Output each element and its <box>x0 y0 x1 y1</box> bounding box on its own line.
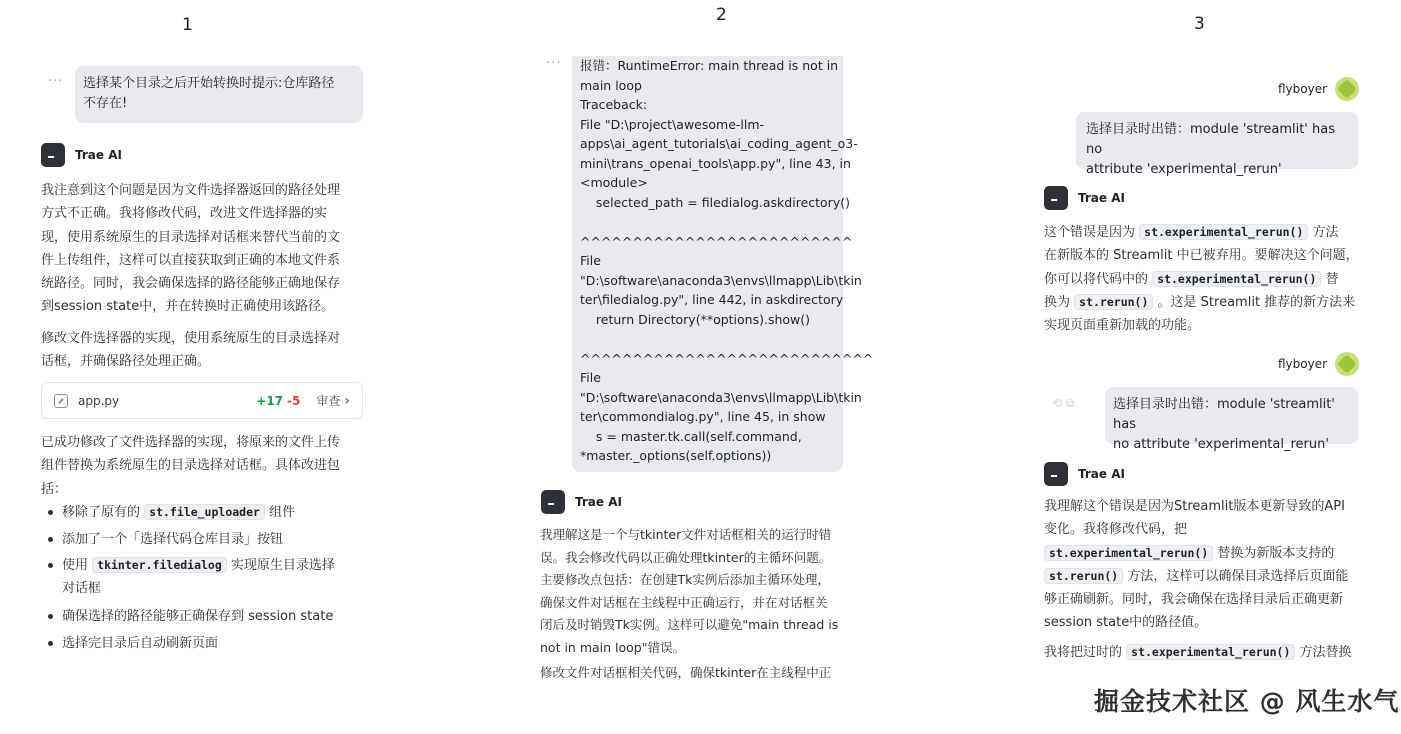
error-line: "D:\software\anaconda3\envs\llmapp\Lib\tkin <box>580 389 862 405</box>
inline-code: st.experimental_rerun() <box>1152 271 1321 287</box>
error-line: ter\filedialog.py", line 442, in askdirectory <box>580 292 844 307</box>
lines-added: +17 <box>256 393 284 408</box>
error-line: *master._options(self.options)) <box>580 448 772 463</box>
ai-response-paragraph <box>1044 496 1364 665</box>
error-line: main loop <box>580 77 642 93</box>
ai-response-paragraph <box>540 524 845 659</box>
error-line: File <box>580 370 601 385</box>
inline-code: st.rerun() <box>1074 294 1153 310</box>
change-list <box>42 501 372 658</box>
text-line: no attribute 'experimental_rerun' <box>1113 437 1329 452</box>
error-line: selected_path = filedialog.askdirectory() <box>580 194 850 210</box>
more-options-icon[interactable]: ··· <box>48 74 64 89</box>
more-options-icon[interactable]: ··· <box>546 56 562 71</box>
error-line: 报错：RuntimeError: main thread is not in <box>580 58 839 73</box>
text-line: 我理解这是一个与tkinter文件对话框相关的运行时错 <box>540 527 832 542</box>
user-message-bubble <box>75 66 363 123</box>
text-line: 主要修改点包括：在创建Tk实例后添加主循环处理， <box>540 572 830 587</box>
error-line <box>580 329 835 349</box>
list-item: 选择完目录后自动刷新页面 <box>42 632 372 659</box>
inline-code: st.experimental_rerun() <box>1044 545 1213 561</box>
text-line: 在新版本的 Streamlit 中已被弃用。要解决这个问题， <box>1044 248 1359 264</box>
text-line: 修改文件对话框相关代码，确保tkinter在主线程中正 <box>540 665 832 680</box>
ai-response-paragraph <box>1044 221 1364 337</box>
ai-response-paragraph <box>41 327 371 374</box>
error-line: Traceback: <box>580 97 648 112</box>
text-line: 误。我会修改代码以正确处理tkinter的主循环问题。 <box>540 549 832 565</box>
error-line: File "D:\project\awesome-llm- <box>580 116 765 132</box>
error-line <box>580 212 835 232</box>
text-line: 我注意到这个问题是因为文件选择器返回的路径处理 <box>41 183 341 198</box>
text-line: 确保文件对话框在主线程中正确运行，并在对话框关 <box>540 594 828 610</box>
ai-header <box>541 490 622 514</box>
inline-code: tkinter.filedialog <box>92 557 227 573</box>
text-line: 选择目录时出错：module 'streamlit' has <box>1113 397 1335 432</box>
text-line: 已成功修改了文件选择器的实现，将原来的文件上传 <box>41 435 341 450</box>
inline-code: st.experimental_rerun() <box>1139 224 1308 240</box>
error-line: <module> <box>580 175 648 190</box>
text-line: 我将把过时的 st.experimental_rerun() 方法替换 <box>1044 644 1352 660</box>
ai-name: Trae AI <box>1078 191 1125 205</box>
list-item: 添加了一个「选择代码仓库目录」按钮 <box>42 528 372 555</box>
user-message-bubble <box>1105 387 1358 452</box>
error-line: File <box>580 253 601 268</box>
user-name: flyboyer <box>1278 357 1328 371</box>
lines-removed: -5 <box>287 393 301 408</box>
user-name: flyboyer <box>1278 82 1328 96</box>
user-message-line: 选择某个目录之后开始转换时提示:仓库路径 <box>83 76 335 91</box>
text-line: 你可以将代码中的 st.experimental_rerun() 替 <box>1044 271 1339 287</box>
ai-header <box>1044 462 1125 486</box>
text-line: 够正确刷新。同时，我会确保在选择目录后正确更新 <box>1044 592 1344 608</box>
list-item: 确保选择的路径能够正确保存到 session state <box>42 605 372 632</box>
ai-avatar-icon <box>1044 186 1068 210</box>
error-line: s = master.tk.call(self.command, <box>580 428 802 444</box>
text-line: 换为 st.rerun() 。这是 Streamlit 推荐的新方法来 <box>1044 294 1356 310</box>
text-line: attribute 'experimental_rerun' <box>1086 162 1282 177</box>
user-header <box>1278 77 1359 101</box>
error-message-bubble <box>572 56 874 472</box>
ai-name: Trae AI <box>75 148 122 162</box>
ai-name: Trae AI <box>575 495 622 509</box>
text-line: 统路径。同时，我会确保选择的路径能够正确地保存 <box>41 276 341 292</box>
text-line: 实现页面重新加载的功能。 <box>1044 318 1201 334</box>
text-line: 现，使用系统原生的目录选择对话框来替代当前的文 <box>41 229 341 245</box>
user-message-line: 不存在! <box>83 96 128 111</box>
text-line: 括： <box>41 481 68 497</box>
text-line: 这个错误是因为 st.experimental_rerun() 方法 <box>1044 225 1339 240</box>
list-item: 移除了原有的 st.file_uploader 组件 <box>42 501 372 528</box>
file-change-card[interactable] <box>41 382 363 419</box>
ai-avatar-icon <box>1044 462 1068 486</box>
text-line: 选择目录时出错：module 'streamlit' has no <box>1086 122 1335 157</box>
text-line: 闭后及时销毁Tk实例。这样可以避免"main thread is <box>540 617 839 632</box>
review-button[interactable]: 审查 <box>316 394 341 408</box>
inline-code: st.rerun() <box>1044 568 1123 584</box>
user-avatar-icon <box>1335 77 1359 101</box>
ai-avatar-icon <box>541 490 565 514</box>
error-text <box>580 56 874 466</box>
text-line: 方式不正确。我将修改代码，改进文件选择器的实 <box>41 206 328 222</box>
message-actions-icon[interactable]: ⟲ ⧉ <box>1052 396 1075 410</box>
error-line: apps\ai_agent_tutorials\ai_coding_agent_o3- <box>580 136 858 151</box>
text-line: st.experimental_rerun() 替换为新版本支持的 <box>1044 542 1364 566</box>
inline-code: st.file_uploader <box>144 504 265 520</box>
error-line: ^^^^^^^^^^^^^^^^^^^^^^^^^^ <box>580 233 853 249</box>
user-header <box>1278 352 1359 376</box>
error-line: return Directory(**options).show() <box>580 311 811 327</box>
user-message-bubble <box>1076 112 1358 177</box>
user-avatar-icon <box>1335 352 1359 376</box>
error-line: ^^^^^^^^^^^^^^^^^^^^^^^^^^^^ <box>580 350 874 366</box>
panel-label-2: 2 <box>716 5 727 25</box>
ai-response-paragraph <box>41 431 371 501</box>
error-line: "D:\software\anaconda3\envs\llmapp\Lib\tkin <box>580 272 862 288</box>
text-line: session state中的路径值。 <box>1044 614 1208 630</box>
inline-code: st.experimental_rerun() <box>1126 644 1295 660</box>
ai-header <box>1044 186 1125 210</box>
watermark: 掘金技术社区 @ 风生水气 <box>1094 687 1400 716</box>
ai-name: Trae AI <box>1078 467 1125 481</box>
text-line: not in main loop"错误。 <box>540 639 685 655</box>
chevron-right-icon: › <box>344 392 350 409</box>
list-item: 使用 tkinter.filedialog 实现原生目录选择 对话框 <box>42 554 372 605</box>
text-line: 修改文件选择器的实现，使用系统原生的目录选择对 <box>41 331 341 346</box>
file-name: app.py <box>78 393 120 408</box>
ai-header <box>41 143 122 167</box>
panel-label-3: 3 <box>1194 14 1205 34</box>
file-edit-icon <box>54 394 68 408</box>
text-line: 到session state中，并在转换时正确使用该路径。 <box>41 299 335 315</box>
panel-label-1: 1 <box>182 15 193 35</box>
ai-avatar-icon <box>41 143 65 167</box>
text-line: 变化。我将修改代码，把 <box>1044 521 1188 537</box>
error-line: ter\commondialog.py", line 45, in show <box>580 409 826 424</box>
ai-response-paragraph <box>540 662 845 685</box>
ai-response-paragraph <box>41 179 371 319</box>
text-line: 我理解这个错误是因为Streamlit版本更新导致的API <box>1044 499 1345 514</box>
error-line: mini\trans_openai_tools\app.py", line 43, in <box>580 155 851 171</box>
text-line: st.rerun() 方法，这样可以确保目录选择后页面能 <box>1044 565 1364 589</box>
text-line: 话框，并确保路径处理正确。 <box>41 354 211 370</box>
text-line: 件上传组件，这样可以直接获取到正确的本地文件系 <box>41 252 341 268</box>
text-line: 组件替换为系统原生的目录选择对话框。具体改进包 <box>41 458 341 474</box>
